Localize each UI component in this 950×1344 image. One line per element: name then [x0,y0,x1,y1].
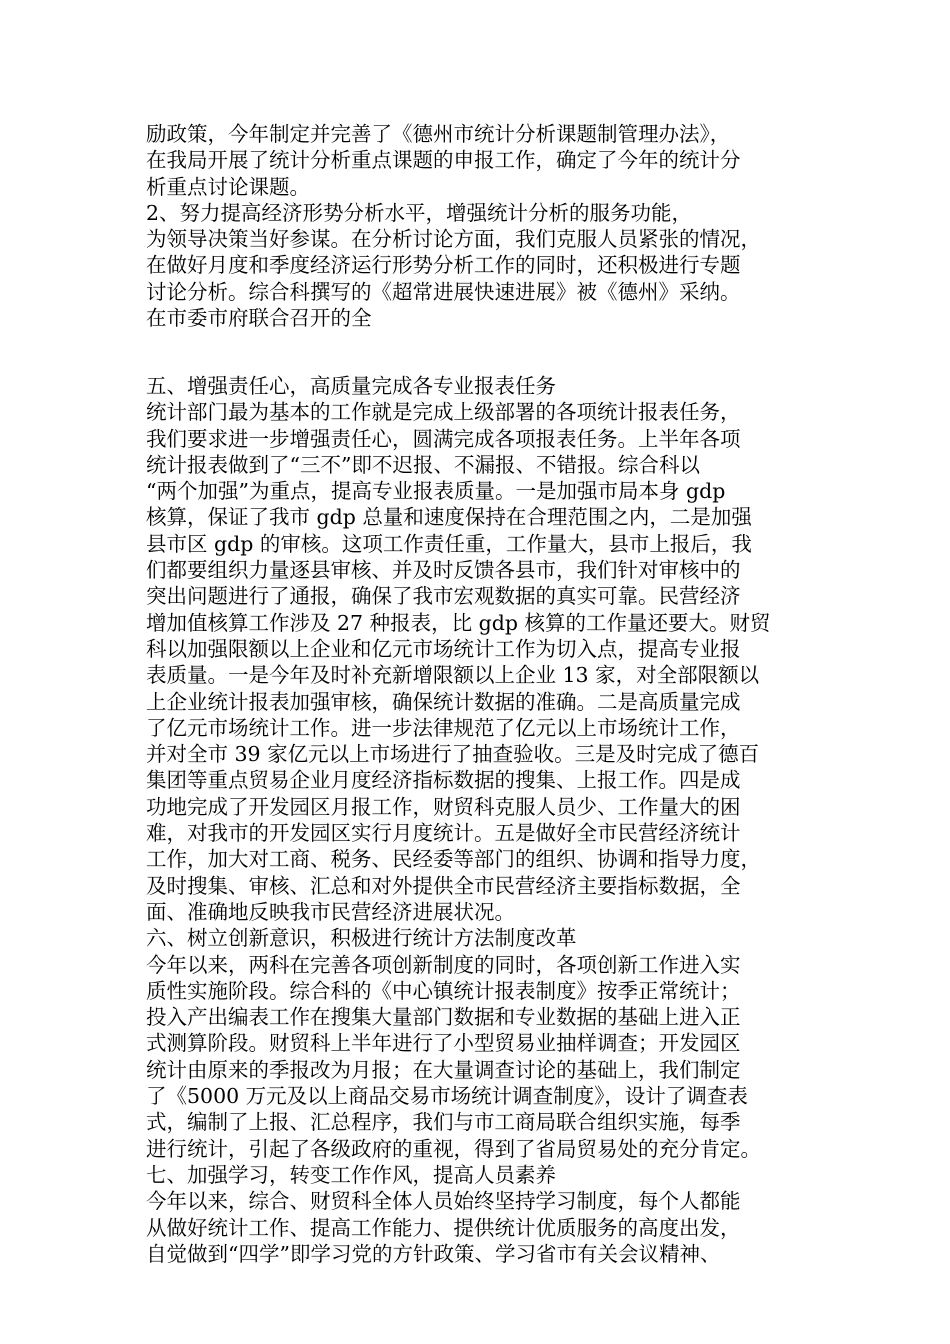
text-line: 们都要组织力量逐县审核、并及时反馈各县市，我们针对审核中的 [146,558,741,583]
text-line: 难，对我市的开发园区实行月度统计。五是做好全市民营经济统计 [146,821,741,846]
text-line: 集团等重点贸易企业月度经济指标数据的搜集、上报工作。四是成 [146,768,741,793]
text-line: 面、准确地反映我市民营经济进展状况。 [146,899,515,924]
text-block-top [146,121,826,331]
text-line: “两个加强”为重点，提高专业报表质量。一是加强市局本身 gdp [146,479,726,504]
text-line: 统计部门最为基本的工作就是完成上级部署的各项统计报表任务， [146,400,741,425]
text-line: 析重点讨论课题。 [146,174,310,199]
text-line: 及时搜集、审核、汇总和对外提供全市民营经济主要指标数据，全 [146,873,741,898]
text-line: 在市委市府联合召开的全 [146,306,372,331]
text-line: 今年以来，两科在完善各项创新制度的同时，各项创新工作进入实 [146,952,741,977]
text-line: 六、树立创新意识，积极进行统计方法制度改革 [146,926,577,951]
text-line: 励政策，今年制定并完善了《德州市统计分析课题制管理办法》， [146,122,731,146]
text-block-main [146,373,826,1267]
text-line: 并对全市 39 家亿元以上市场进行了抽查验收。三是及时完成了德百 [146,742,760,767]
text-line: 增加值核算工作涉及 27 种报表，比 gdp 核算的工作量还要大。财贸 [146,610,771,635]
text-line: 讨论分析。综合科撰写的《超常进展快速进展》被《德州》采纳。 [146,279,741,304]
text-line: 我们要求进一步增强责任心，圆满完成各项报表任务。上半年各项 [146,426,741,451]
text-line: 质性实施阶段。综合科的《中心镇统计报表制度》按季正常统计； [146,978,741,1003]
text-line: 工作，加大对工商、税务、民经委等部门的组织、协调和指导力度， [146,847,761,872]
text-line: 了《5000 万元及以上商品交易市场统计调查制度》，设计了调查表 [146,1084,748,1109]
text-line: 统计由原来的季报改为月报；在大量调查讨论的基础上，我们制定 [146,1057,741,1082]
text-line: 了亿元市场统计工作。进一步法律规范了亿元以上市场统计工作， [146,715,741,740]
text-line: 今年以来，综合、财贸科全体人员始终坚持学习制度，每个人都能 [146,1189,741,1214]
text-line: 从做好统计工作、提高工作能力、提供统计优质服务的高度出发， [146,1215,741,1240]
text-line: 统计报表做到了“三不”即不迟报、不漏报、不错报。综合科以 [146,452,700,477]
text-line: 突出问题进行了通报，确保了我市宏观数据的真实可靠。民营经济 [146,584,741,609]
text-line: 自觉做到“四学”即学习党的方针政策、学习省市有关会议精神、 [146,1241,721,1266]
text-line: 核算，保证了我市 gdp 总量和速度保持在合理范围之内，二是加强 [146,505,752,530]
text-line: 式，编制了上报、汇总程序，我们与市工商局联合组织实施，每季 [146,1110,741,1135]
text-line: 进行统计，引起了各级政府的重视，得到了省局贸易处的充分肯定。 [146,1136,761,1161]
text-line: 五、增强责任心，高质量完成各专业报表任务 [146,374,556,398]
text-line: 式测算阶段。财贸科上半年进行了小型贸易业抽样调查；开发园区 [146,1031,741,1056]
text-line: 2、努力提高经济形势分析水平，增强统计分析的服务功能， [146,200,693,225]
text-line: 七、加强学习，转变工作作风，提高人员素养 [146,1162,556,1187]
text-line: 县市区 gdp 的审核。这项工作责任重，工作量大，县市上报后，我 [146,531,752,556]
text-line: 投入产出编表工作在搜集大量部门数据和专业数据的基础上进入正 [146,1005,741,1030]
text-line: 为领导决策当好参谋。在分析讨论方面，我们克服人员紧张的情况， [146,227,761,252]
text-line: 在我局开展了统计分析重点课题的申报工作，确定了今年的统计分 [146,148,741,173]
text-line: 表质量。一是今年及时补充新增限额以上企业 13 家，对全部限额以 [146,663,760,688]
text-line: 科以加强限额以上企业和亿元市场统计工作为切入点，提高专业报 [146,636,741,661]
text-line: 上企业统计报表加强审核，确保统计数据的准确。二是高质量完成 [146,689,741,714]
text-line: 在做好月度和季度经济运行形势分析工作的同时，还积极进行专题 [146,253,741,278]
text-line: 功地完成了开发园区月报工作，财贸科克服人员少、工作量大的困 [146,794,741,819]
